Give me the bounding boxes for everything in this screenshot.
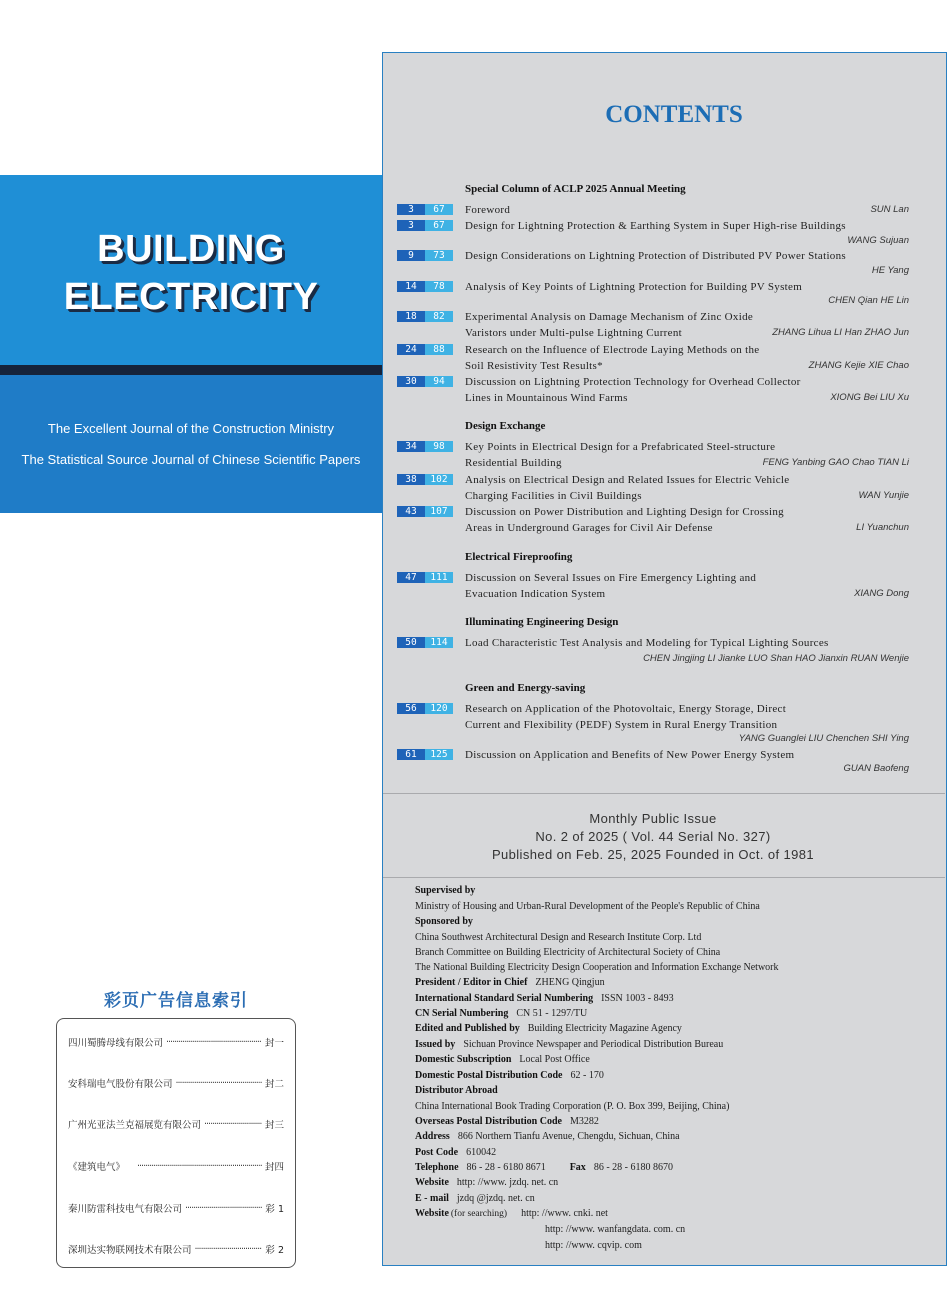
- entry-title: Load Characteristic Test Analysis and Modeling for Typical Lighting Sources: [465, 637, 829, 649]
- info-note: (for searching): [450, 1209, 508, 1219]
- leader-dots: [195, 1244, 263, 1255]
- ad-item: [68, 1201, 284, 1215]
- ad-item-location: 封四: [264, 1162, 284, 1173]
- page-chinese: 3: [397, 204, 425, 215]
- ad-item: [68, 1117, 284, 1131]
- cover-band-stripe: [0, 365, 382, 375]
- info-label: Edited and Published by: [415, 1023, 520, 1034]
- page-english: 88: [425, 344, 453, 355]
- journal-title-line1: BUILDING: [97, 228, 285, 270]
- ad-item-name: 深圳达实物联网技术有限公司: [68, 1245, 192, 1256]
- info-value: Building Electricity Magazine Agency: [527, 1023, 682, 1034]
- page-english: 102: [425, 474, 453, 485]
- leader-dots: [204, 1119, 262, 1130]
- postcode-row: [415, 1147, 496, 1159]
- ad-index-title: 彩页广告信息索引: [104, 991, 248, 1011]
- entry-title: Analysis of Key Points of Lightning Protection for Building PV System: [465, 281, 803, 293]
- page-english: 78: [425, 281, 453, 292]
- contents-panel: [382, 52, 947, 1266]
- page-chinese: 30: [397, 376, 425, 387]
- info-label: Address: [415, 1131, 450, 1142]
- page-english: 82: [425, 311, 453, 322]
- entry-authors: SUN Lan: [870, 204, 909, 215]
- edited-row: [415, 1023, 682, 1035]
- info-value: 86 - 28 - 6180 8670: [593, 1162, 673, 1173]
- entry-title: Research on Application of the Photovoltaic, Energy Storage, Direct: [465, 703, 787, 715]
- page-chinese: 61: [397, 749, 425, 760]
- cover-band-bottom: [0, 375, 382, 513]
- page-badge: [397, 311, 453, 322]
- website-row: [415, 1177, 558, 1189]
- page-badge: [397, 220, 453, 231]
- ad-item: [68, 1076, 284, 1090]
- page-chinese: 9: [397, 250, 425, 261]
- info-label: Domestic Subscription: [415, 1054, 512, 1065]
- page-english: 94: [425, 376, 453, 387]
- info-label: Distributor Abroad: [415, 1085, 498, 1096]
- entry-authors: WAN Yunjie: [858, 490, 909, 501]
- supervised-label: [415, 885, 483, 897]
- info-label: Fax: [569, 1162, 586, 1173]
- entry-title: Discussion on Application and Benefits of New Power Energy System: [465, 749, 795, 761]
- issn-row: [415, 993, 674, 1005]
- page-badge: [397, 572, 453, 583]
- info-label: President / Editor in Chief: [415, 977, 528, 988]
- entry-title: Design Considerations on Lightning Protection of Distributed PV Power Stations: [465, 250, 846, 262]
- info-value: Local Post Office: [519, 1054, 590, 1065]
- contents-title: CONTENTS: [605, 101, 743, 128]
- info-label: Telephone: [415, 1162, 459, 1173]
- page-english: 111: [425, 572, 453, 583]
- page-chinese: 50: [397, 637, 425, 648]
- page-english: 107: [425, 506, 453, 517]
- entry-authors: XIANG Dong: [854, 588, 909, 599]
- leader-dots: [137, 1161, 262, 1172]
- domestic-code-row: [415, 1070, 604, 1082]
- info-label: CN Serial Numbering: [415, 1008, 509, 1019]
- info-label: International Standard Serial Numbering: [415, 993, 594, 1004]
- website-link[interactable]: http: //www. cnki. net: [521, 1208, 608, 1219]
- email-row: [415, 1193, 535, 1205]
- entry-title: Research on the Influence of Electrode Laying Methods on the: [465, 344, 760, 356]
- publication-dates: Published on Feb. 25, 2025 Founded in Oct. of 1981: [491, 847, 815, 862]
- entry-authors: XIONG Bei LIU Xu: [830, 392, 909, 403]
- publication-issue: No. 2 of 2025 ( Vol. 44 Serial No. 327): [535, 829, 771, 844]
- entry-title: Residential Building: [465, 457, 562, 469]
- section-heading: Illuminating Engineering Design: [465, 616, 619, 628]
- ad-item: [68, 1035, 284, 1049]
- info-value: 62 - 170: [570, 1070, 604, 1081]
- sponsor-value: China Southwest Architectural Design and Research Institute Corp. Ltd: [415, 932, 702, 943]
- journal-title-line2: ELECTRICITY: [63, 276, 319, 318]
- section-heading: Electrical Fireproofing: [465, 551, 573, 563]
- page-badge: [397, 204, 453, 215]
- sponsored-label: [415, 916, 481, 928]
- ad-item-name: 广州光亚法兰克福展览有限公司: [68, 1120, 202, 1131]
- info-label: Overseas Postal Distribution Code: [415, 1116, 562, 1127]
- journal-title: [0, 225, 382, 321]
- entry-title: Discussion on Power Distribution and Lighting Design for Crossing: [465, 506, 784, 518]
- entry-authors: GUAN Baofeng: [843, 763, 909, 774]
- info-value: ISSN 1003 - 8493: [601, 993, 674, 1004]
- ad-item: [68, 1242, 284, 1256]
- entry-title: Analysis on Electrical Design and Related Issues for Electric Vehicle: [465, 474, 790, 486]
- page-badge: [397, 441, 453, 452]
- entry-authors: YANG Guanglei LIU Chenchen SHI Ying: [738, 733, 909, 744]
- info-label: Website: [415, 1208, 449, 1219]
- info-value: 86 - 28 - 6180 8671: [466, 1162, 546, 1173]
- info-value: Sichuan Province Newspaper and Periodical Distribution Bureau: [463, 1039, 724, 1050]
- cover-band: [0, 175, 382, 513]
- ad-item-name: 《建筑电气》: [68, 1162, 126, 1173]
- page-chinese: 34: [397, 441, 425, 452]
- page-badge: [397, 749, 453, 760]
- entry-title: Soil Resistivity Test Results*: [465, 360, 603, 372]
- ad-item-location: 彩 1: [265, 1204, 284, 1215]
- email-link[interactable]: jzdq @jzdq. net. cn: [456, 1193, 535, 1204]
- entry-title: Areas in Underground Garages for Civil Air Defense: [465, 522, 713, 534]
- page-badge: [397, 376, 453, 387]
- website-link[interactable]: http: //www. wanfangdata. com. cn: [545, 1224, 686, 1235]
- entry-title: Design for Lightning Protection & Earthing System in Super High-rise Buildings: [465, 220, 846, 232]
- page-english: 120: [425, 703, 453, 714]
- info-value: CN 51 - 1297/TU: [516, 1008, 588, 1019]
- entry-title: Foreword: [465, 204, 511, 216]
- ad-item-location: 封三: [264, 1120, 284, 1131]
- info-value: M3282: [569, 1116, 599, 1127]
- issued-row: [415, 1039, 723, 1051]
- info-label: Issued by: [415, 1039, 456, 1050]
- ad-index-box: [56, 1018, 296, 1268]
- page-badge: [397, 703, 453, 714]
- divider: [383, 877, 945, 878]
- page-badge: [397, 344, 453, 355]
- divider: [383, 793, 945, 794]
- entry-title: Experimental Analysis on Damage Mechanism of Zinc Oxide: [465, 311, 754, 323]
- section-heading: Green and Energy-saving: [465, 682, 586, 694]
- ad-item: [68, 1159, 284, 1173]
- entry-title: Varistors under Multi-pulse Lightning Current: [465, 327, 682, 339]
- sponsor-value: Branch Committee on Building Electricity of Architectural Society of China: [415, 947, 721, 958]
- search-website-row: [415, 1208, 608, 1220]
- cover-band-top: [0, 175, 382, 365]
- entry-title: Key Points in Electrical Design for a Prefabricated Steel-structure: [465, 441, 776, 453]
- page-english: 114: [425, 637, 453, 648]
- page-chinese: 24: [397, 344, 425, 355]
- entry-authors: LI Yuanchun: [856, 522, 909, 533]
- info-value: 610042: [466, 1147, 497, 1158]
- ad-item-name: 秦川防雷科技电气有限公司: [68, 1204, 183, 1215]
- page-badge: [397, 281, 453, 292]
- page-badge: [397, 250, 453, 261]
- telephone-row: [415, 1162, 673, 1174]
- address-row: [415, 1131, 680, 1143]
- entry-authors: ZHANG Lihua LI Han ZHAO Jun: [772, 327, 909, 338]
- entry-title: Current and Flexibility (PEDF) System in Rural Energy Transition: [465, 719, 778, 731]
- page-chinese: 38: [397, 474, 425, 485]
- leader-dots: [185, 1203, 262, 1214]
- website-link[interactable]: http: //www. cqvip. com: [545, 1240, 642, 1251]
- page-english: 73: [425, 250, 453, 261]
- page-chinese: 56: [397, 703, 425, 714]
- info-value: 866 Northern Tianfu Avenue, Chengdu, Sichuan, China: [457, 1131, 680, 1142]
- entry-title: Discussion on Lightning Protection Technology for Overhead Collector: [465, 376, 801, 388]
- info-label: E - mail: [415, 1193, 449, 1204]
- page-english: 125: [425, 749, 453, 760]
- section-heading: Design Exchange: [465, 420, 546, 432]
- cn-row: [415, 1008, 587, 1020]
- ad-item-location: 彩 2: [265, 1245, 284, 1256]
- entry-title: Lines in Mountainous Wind Farms: [465, 392, 628, 404]
- page-english: 67: [425, 220, 453, 231]
- entry-authors: CHEN Jingjing LI Jianke LUO Shan HAO Jianxin RUAN Wenjie: [643, 653, 909, 664]
- tagline-construction-ministry: The Excellent Journal of the Construction Ministry: [47, 421, 335, 436]
- ad-item-location: 封二: [264, 1079, 284, 1090]
- info-label: Website: [415, 1177, 449, 1188]
- publication-frequency: Monthly Public Issue: [589, 811, 717, 826]
- page-badge: [397, 506, 453, 517]
- page-chinese: 14: [397, 281, 425, 292]
- tagline-statistical-source: The Statistical Source Journal of Chinese Scientific Papers: [21, 452, 361, 467]
- page-chinese: 47: [397, 572, 425, 583]
- distributor-abroad-value: China International Book Trading Corporation (P. O. Box 399, Beijing, China): [415, 1101, 730, 1112]
- page-chinese: 18: [397, 311, 425, 322]
- supervised-value: Ministry of Housing and Urban-Rural Development of the People's Republic of China: [415, 901, 760, 912]
- editor-row: [415, 977, 605, 989]
- website-link[interactable]: http: //www. jzdq. net. cn: [456, 1177, 559, 1188]
- entry-authors: HE Yang: [871, 265, 909, 276]
- page-chinese: 43: [397, 506, 425, 517]
- entry-authors: FENG Yanbing GAO Chao TIAN Li: [762, 457, 909, 468]
- page-badge: [397, 637, 453, 648]
- page-english: 67: [425, 204, 453, 215]
- distributor-abroad-label: [415, 1085, 506, 1097]
- info-label: Domestic Postal Distribution Code: [415, 1070, 563, 1081]
- entry-title: Discussion on Several Issues on Fire Emergency Lighting and: [465, 572, 757, 584]
- info-value: ZHENG Qingjun: [535, 977, 605, 988]
- info-label: Sponsored by: [415, 916, 473, 927]
- entry-authors: WANG Sujuan: [847, 235, 909, 246]
- ad-item-name: 四川蜀腾母线有限公司: [68, 1038, 164, 1049]
- ad-item-location: 封一: [264, 1038, 284, 1049]
- page-badge: [397, 474, 453, 485]
- leader-dots: [166, 1037, 262, 1048]
- page-english: 98: [425, 441, 453, 452]
- domestic-subscription-row: [415, 1054, 590, 1066]
- entry-authors: ZHANG Kejie XIE Chao: [808, 360, 909, 371]
- entry-authors: CHEN Qian HE Lin: [828, 295, 909, 306]
- page-chinese: 3: [397, 220, 425, 231]
- sponsor-value: The National Building Electricity Design Cooperation and Information Exchange Network: [415, 962, 779, 973]
- info-label: Post Code: [415, 1147, 459, 1158]
- leader-dots: [176, 1078, 262, 1089]
- ad-item-name: 安科瑞电气股份有限公司: [68, 1079, 173, 1090]
- entry-title: Charging Facilities in Civil Buildings: [465, 490, 642, 502]
- section-heading: Special Column of ACLP 2025 Annual Meeting: [465, 183, 686, 195]
- entry-title: Evacuation Indication System: [465, 588, 606, 600]
- info-label: Supervised by: [415, 885, 476, 896]
- overseas-code-row: [415, 1116, 599, 1128]
